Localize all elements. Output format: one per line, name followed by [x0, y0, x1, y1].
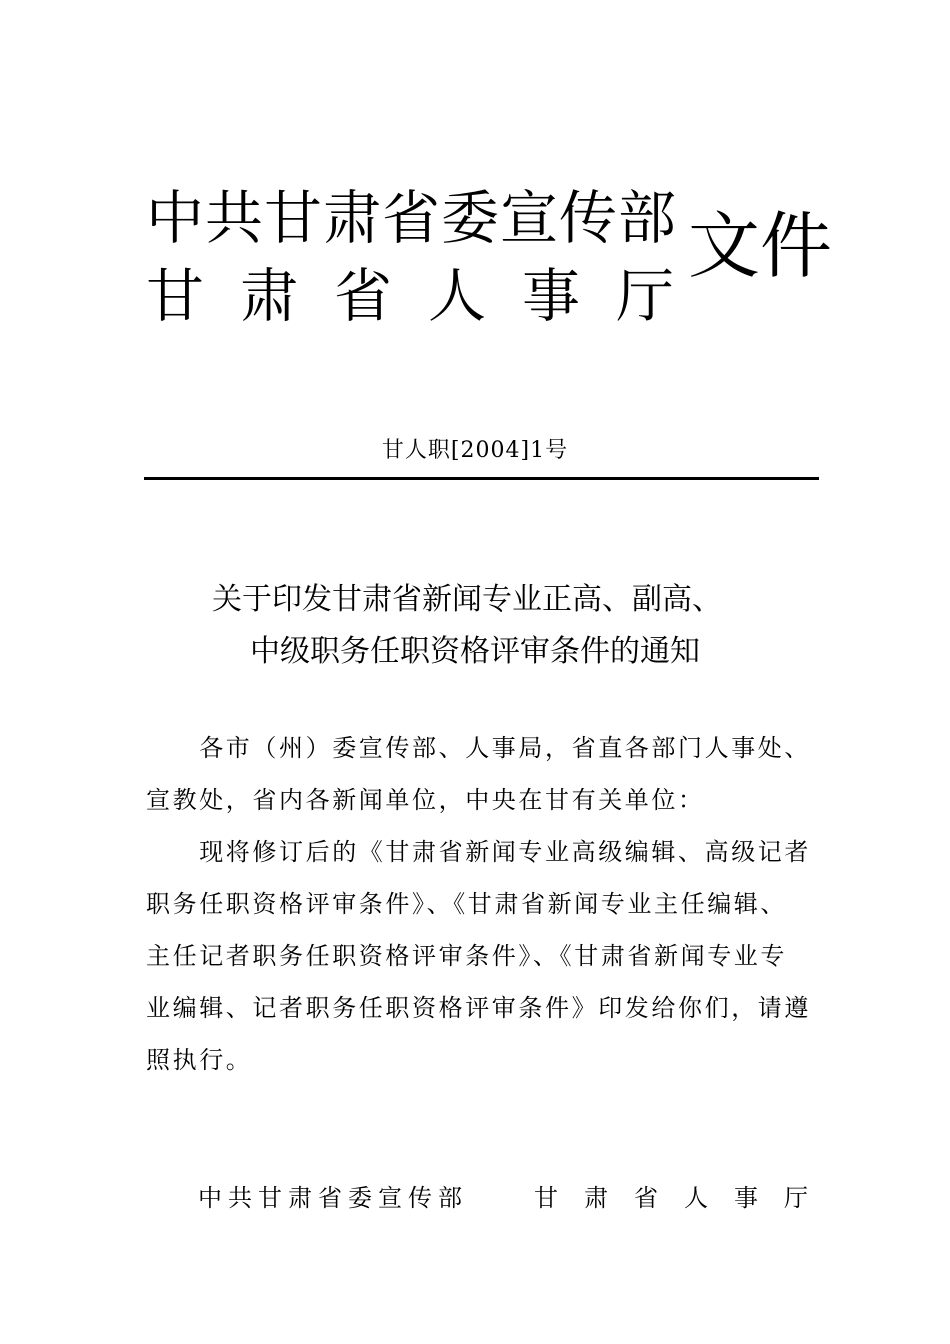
- body-line: 业编辑、记者职务任职资格评审条件》印发给你们，请遵: [146, 994, 811, 1022]
- issuer-line-2: 甘肃省人事厅: [146, 262, 711, 330]
- body-line: 职务任职资格评审条件》、《甘肃省新闻专业主任编辑、: [146, 890, 787, 918]
- body-line: 主任记者职务任职资格评审条件》、《甘肃省新闻专业专: [146, 942, 787, 970]
- document-kind-label: 文件: [688, 204, 833, 288]
- header-divider: [144, 477, 819, 480]
- document-title-line-1: 关于印发甘肃省新闻专业正高、副高、: [212, 582, 722, 617]
- issuer-line-1: 中共甘肃省委宣传部: [146, 184, 678, 252]
- document-header: [146, 180, 833, 330]
- body-line: 各市（州）委宣传部、人事局，省直各部门人事处、: [146, 734, 811, 762]
- body-line: 照执行。: [146, 1046, 253, 1074]
- document-number: 甘人职[2004]1号: [381, 438, 569, 463]
- body-line: 宣教处，省内各新闻单位，中央在甘有关单位：: [146, 786, 705, 814]
- signature-issuer-1: 中共甘肃省委宣传部: [198, 1184, 468, 1212]
- signature-issuer-2: 甘肃省人事厅: [534, 1184, 834, 1212]
- document-title-line-2: 中级职务任职资格评审条件的通知: [250, 634, 700, 669]
- body-line: 现将修订后的《甘肃省新闻专业高级编辑、高级记者: [146, 838, 811, 866]
